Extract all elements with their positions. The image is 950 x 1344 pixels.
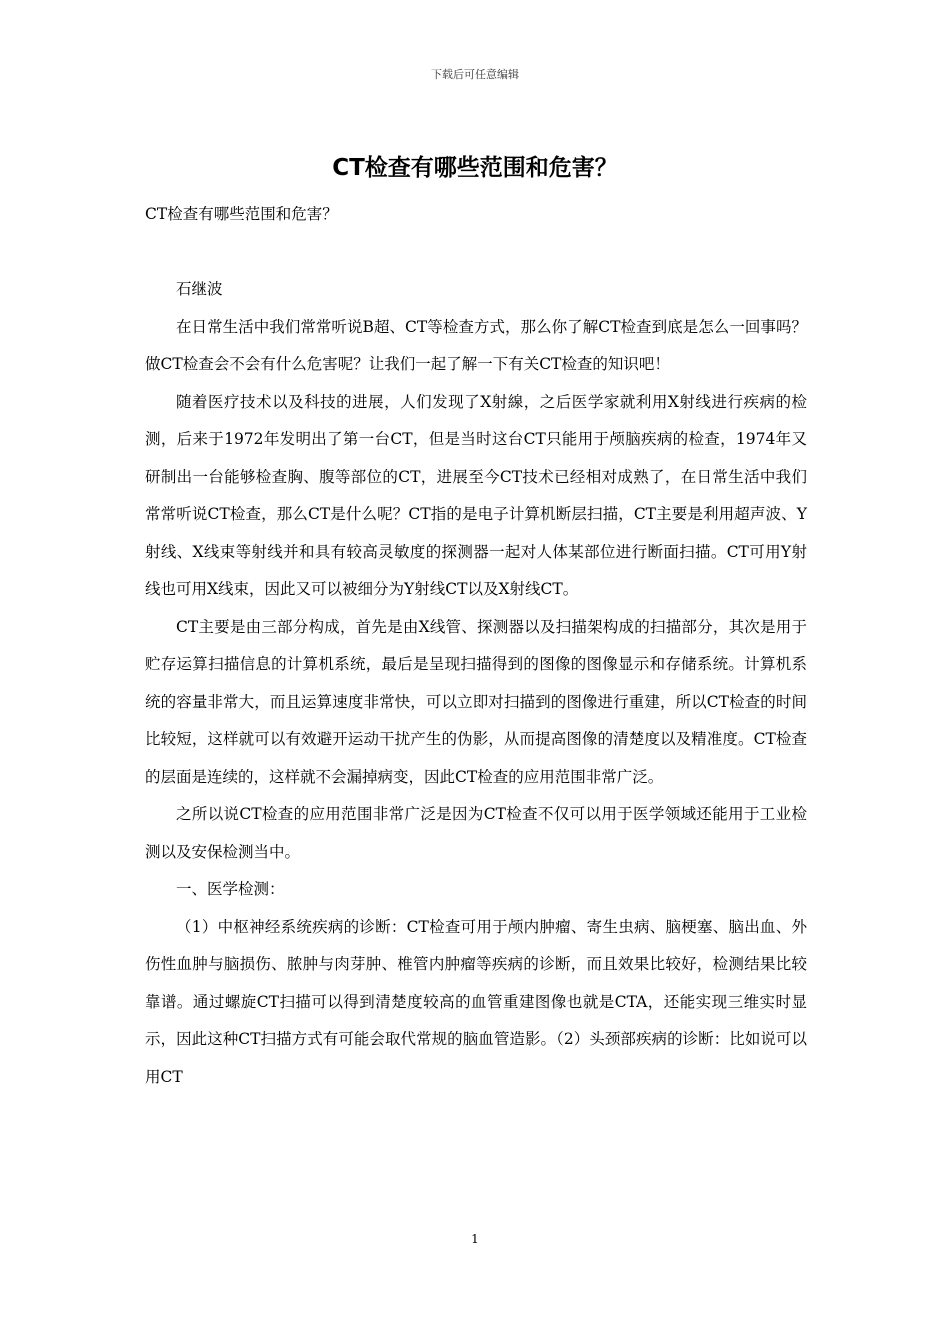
document-title: CT检查有哪些范围和危害？ [332,155,618,181]
paragraph-history: 随着医疗技术以及科技的进展，人们发现了X射線，之后医学家就利用X射线进行疾病的检测，后来于1972年发明出了第一台CT，但是当时这台CT只能用于颅脑疾病的检查，1974年又研制出一台能够检查胸、腹等部位的CT，进展至今CT技术已经相对成熟了，在日常生活中我们常常听说CT检查，那么CT是什么呢？CT指的是电子计算机断层扫描，CT主要是利用超声波、Y射线、X线束等射线并和具有较高灵敏度的探测器一起对人体某部位进行断面扫描。CT可用Y射线也可用X线束，因此又可以被细分为Y射线CT以及X射线CT。 [145,392,807,598]
paragraph-applications: 之所以说CT检查的应用范围非常广泛是因为CT检查不仅可以用于医学领域还能用于工业检测以及安保检测当中。 [145,805,807,861]
document-subtitle: CT检查有哪些范围和危害？ [145,205,338,223]
author-name: 石继波 [176,280,223,298]
section-heading-medical: 一、医学检测： [176,880,285,898]
page-number: 1 [471,1232,479,1246]
paragraph-cns-diagnosis: （1）中枢神经系统疾病的诊断：CT检查可用于颅内肿瘤、寄生虫病、脑梗塞、脑出血、外伤性血肿与脑损伤、脓肿与肉芽肿、椎管内肿瘤等疾病的诊断，而且效果比较好，检测结果比较靠谱。通过螺旋CT扫描可以得到清楚度较高的血管重建图像也就是CTA，还能实现三维实时显示，因此这种CT扫描方式有可能会取代常规的脑血管造影。（2）头颈部疾病的诊断：比如说可以用CT [145,917,807,1086]
page-header: 下载后可任意编辑 [431,68,519,81]
document-body [145,196,807,1096]
paragraph-components: CT主要是由三部分构成，首先是由X线管、探测器以及扫描架构成的扫描部分，其次是用于贮存运算扫描信息的计算机系统，最后是呈现扫描得到的图像的图像显示和存储系统。计算机系统的容量非常大，而且运算速度非常快，可以立即对扫描到的图像进行重建，所以CT检查的时间比较短，这样就可以有效避开运动干扰产生的伪影，从而提高图像的清楚度以及精准度。CT检查的层面是连续的，这样就不会漏掉病变，因此CT检查的应用范围非常广泛。 [145,617,807,786]
paragraph-intro: 在日常生活中我们常常听说B超、CT等检查方式，那么你了解CT检查到底是怎么一回事吗？做CT检查会不会有什么危害呢？让我们一起了解一下有关CT检查的知识吧！ [145,317,807,373]
blank-line [145,234,807,272]
